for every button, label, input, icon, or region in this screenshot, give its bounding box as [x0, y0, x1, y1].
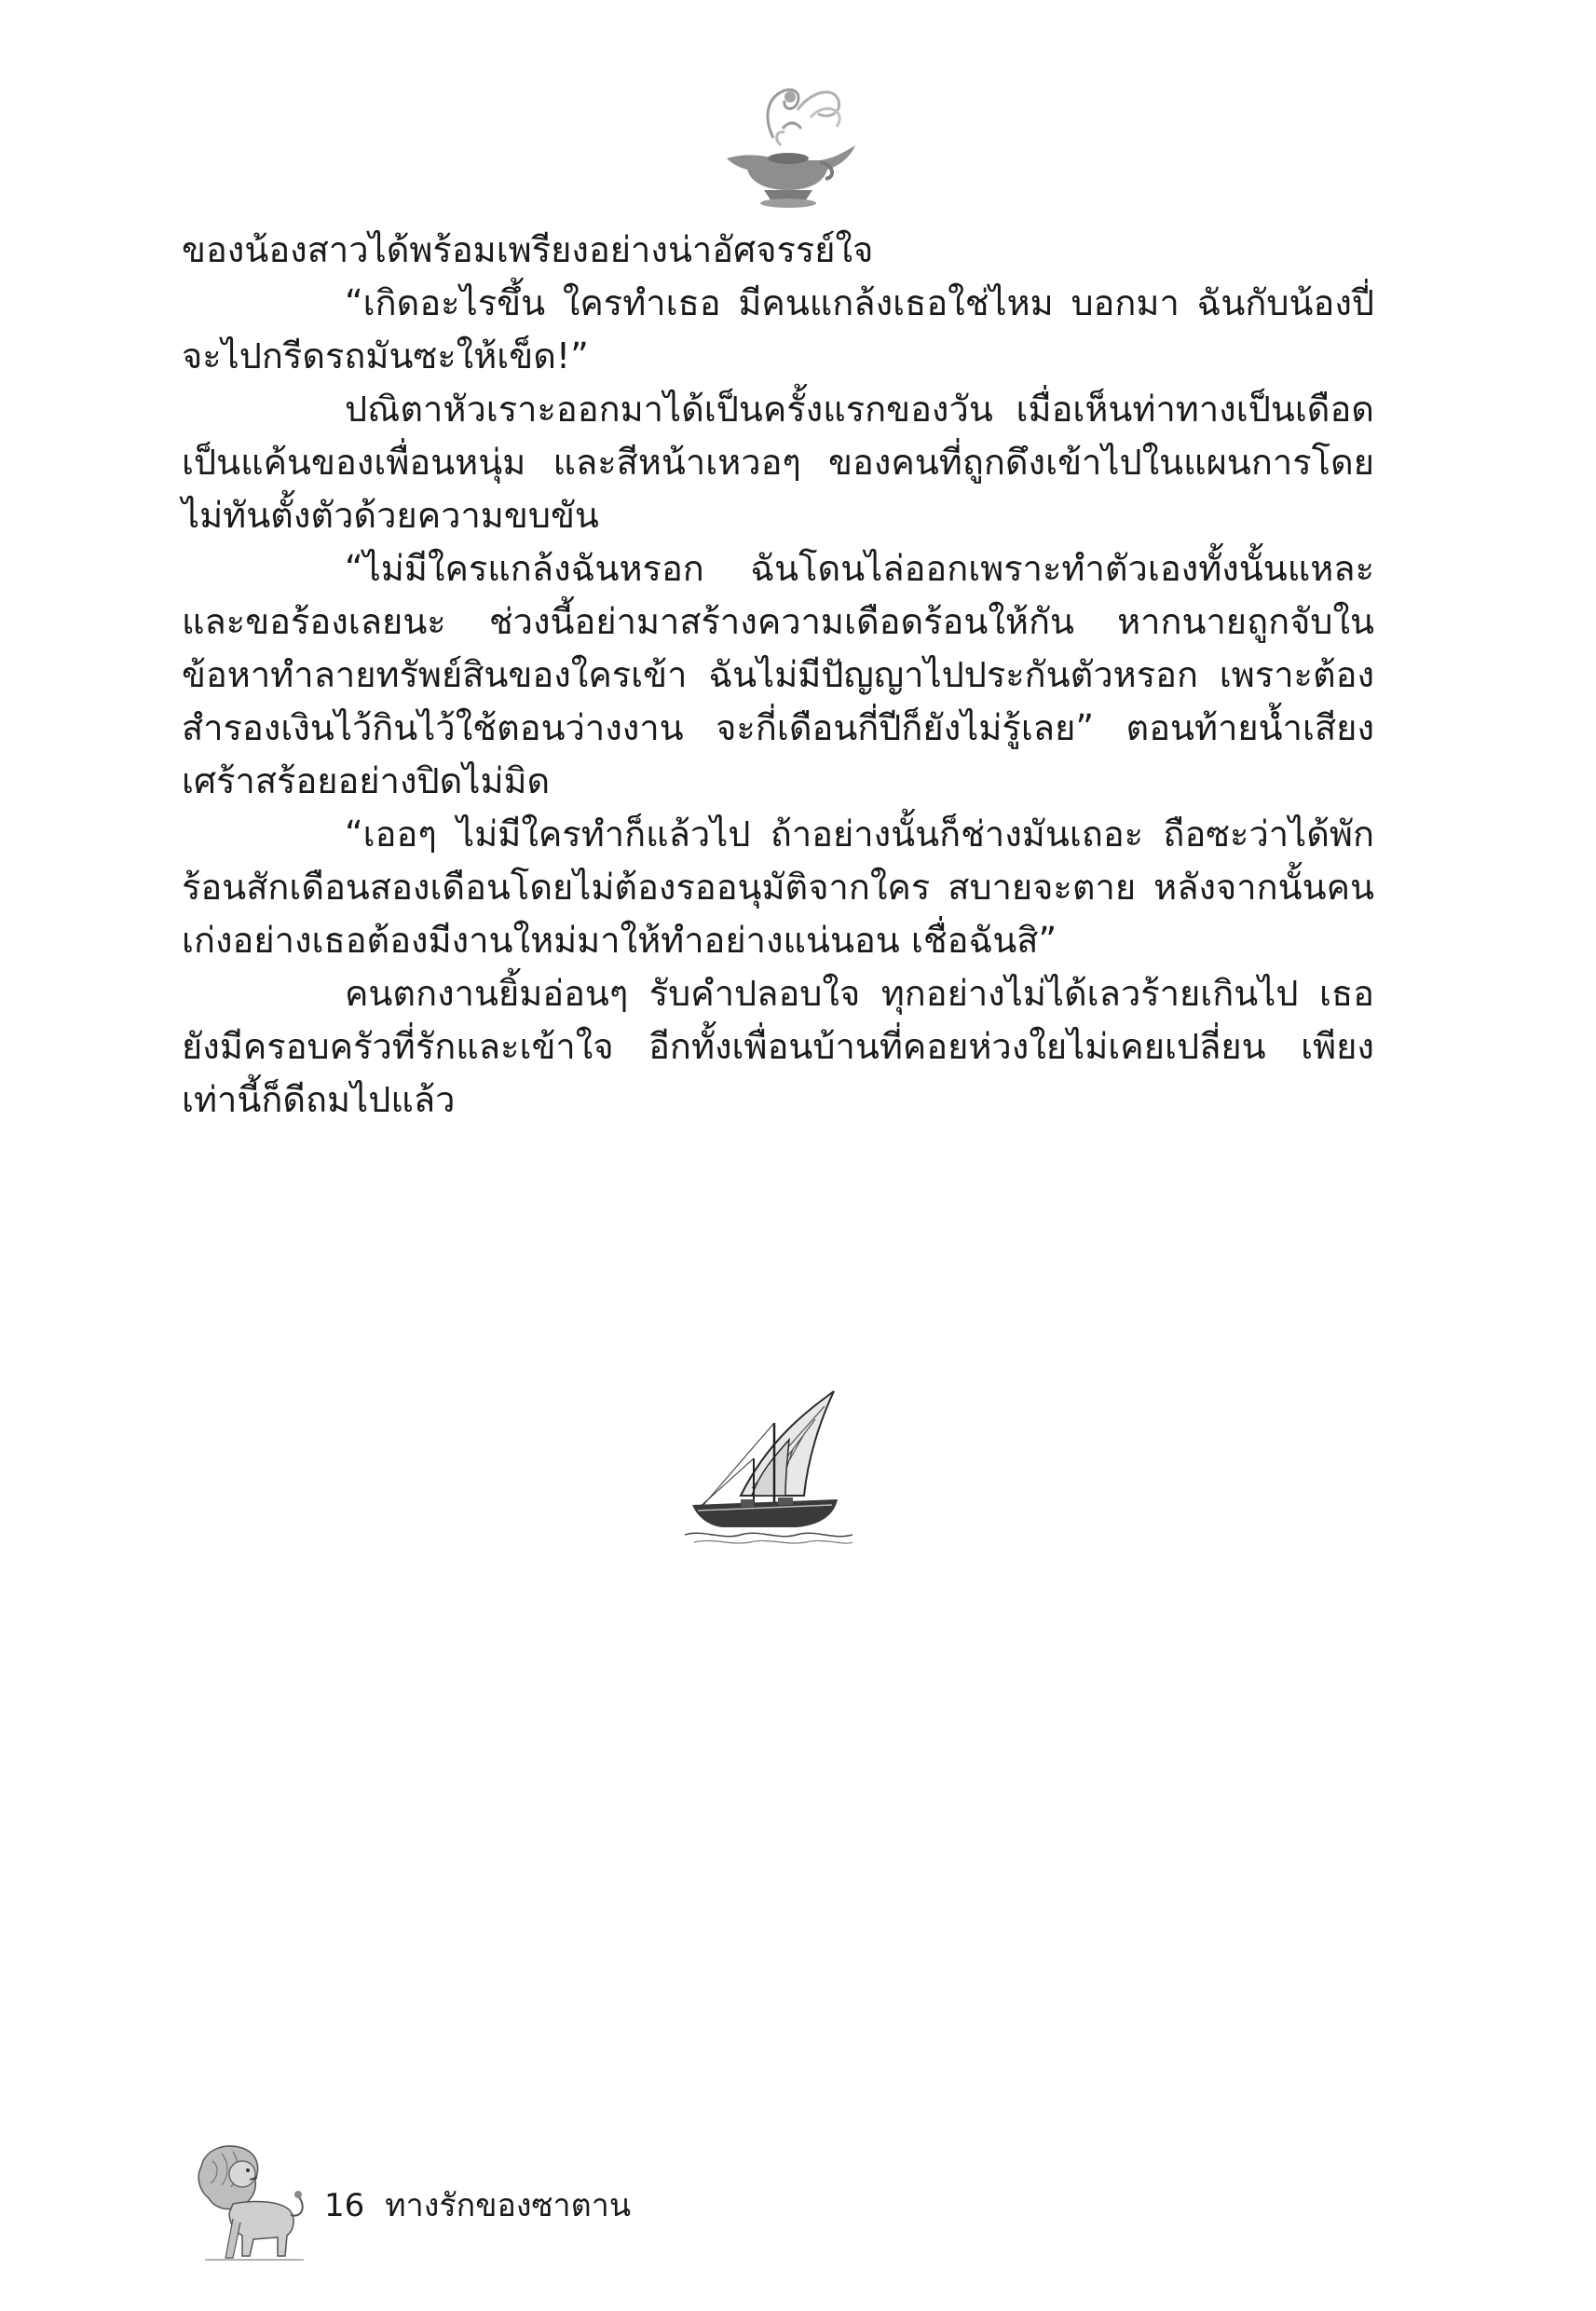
body-text — [182, 224, 1374, 1127]
paragraph: “ไม่มีใครแกล้งฉันหรอก ฉันโดนไล่ออกเพราะทำตัวเองทั้งนั้นแหละ และขอร้องเลยนะ ช่วงนี้อย่ามาสร้างความเดือดร้อนให้กัน หากนายถูกจับในข้อหาทำลายทรัพย์สินของใครเข้า ฉันไม่มีปัญญาไปประกันตัวหรอก เพราะต้องสำรองเงินไว้กินไว้ใช้ตอนว่างงาน จะกี่เดือนกี่ปีก็ยังไม่รู้เลย” ตอนท้ายน้ำเสียงเศร้าสร้อยอย่างปิดไม่มิด — [182, 548, 1374, 801]
footer-text — [324, 2187, 631, 2224]
book-title: ทางรักของซาตาน — [385, 2187, 632, 2224]
page-footer — [168, 2129, 820, 2278]
lamp-fairy-icon — [708, 73, 866, 212]
paragraph: ปณิตาหัวเราะออกมาได้เป็นครั้งแรกของวัน เมื่อเห็นท่าทางเป็นเดือดเป็นแค้นของเพื่อนหนุ่ม และสีหน้าเหวอๆ ของคนที่ถูกดึงเข้าไปในแผนการโดยไม่ทันตั้งตัวด้วยความขบขัน — [182, 389, 1374, 536]
paragraph: “เออๆ ไม่มีใครทำก็แล้วไป ถ้าอย่างนั้นก็ช่างมันเถอะ ถือซะว่าได้พักร้อนสักเดือนสองเดือนโดยไม่ต้องรออนุมัติจากใคร สบายจะตาย หลังจากนั้นคนเก่งอย่างเธอต้องมีงานใหม่มาให้ทำอย่างแน่นอน เชื่อฉันสิ” — [182, 814, 1374, 961]
paragraph: คนตกงานยิ้มอ่อนๆ รับคำปลอบใจ ทุกอย่างไม่ได้เลวร้ายเกินไป เธอยังมีครอบครัวที่รักและเข้าใจ อีกทั้งเพื่อนบ้านที่คอยห่วงใยไม่เคยเปลี่ยน เพียงเท่านี้ก็ดีถมไปแล้ว — [182, 973, 1374, 1120]
page-number: 16 — [324, 2187, 365, 2224]
paragraph: “เกิดอะไรขึ้น ใครทำเธอ มีคนแกล้งเธอใช่ไหม บอกมา ฉันกับน้องปี่จะไปกรีดรถมันซะให้เข็ด!” — [182, 282, 1374, 376]
sailing-ship-icon — [685, 1384, 853, 1552]
lion-icon — [168, 2129, 307, 2269]
paragraph: ของน้องสาวได้พร้อมเพรียงอย่างน่าอัศจรรย์ใจ — [182, 229, 874, 270]
